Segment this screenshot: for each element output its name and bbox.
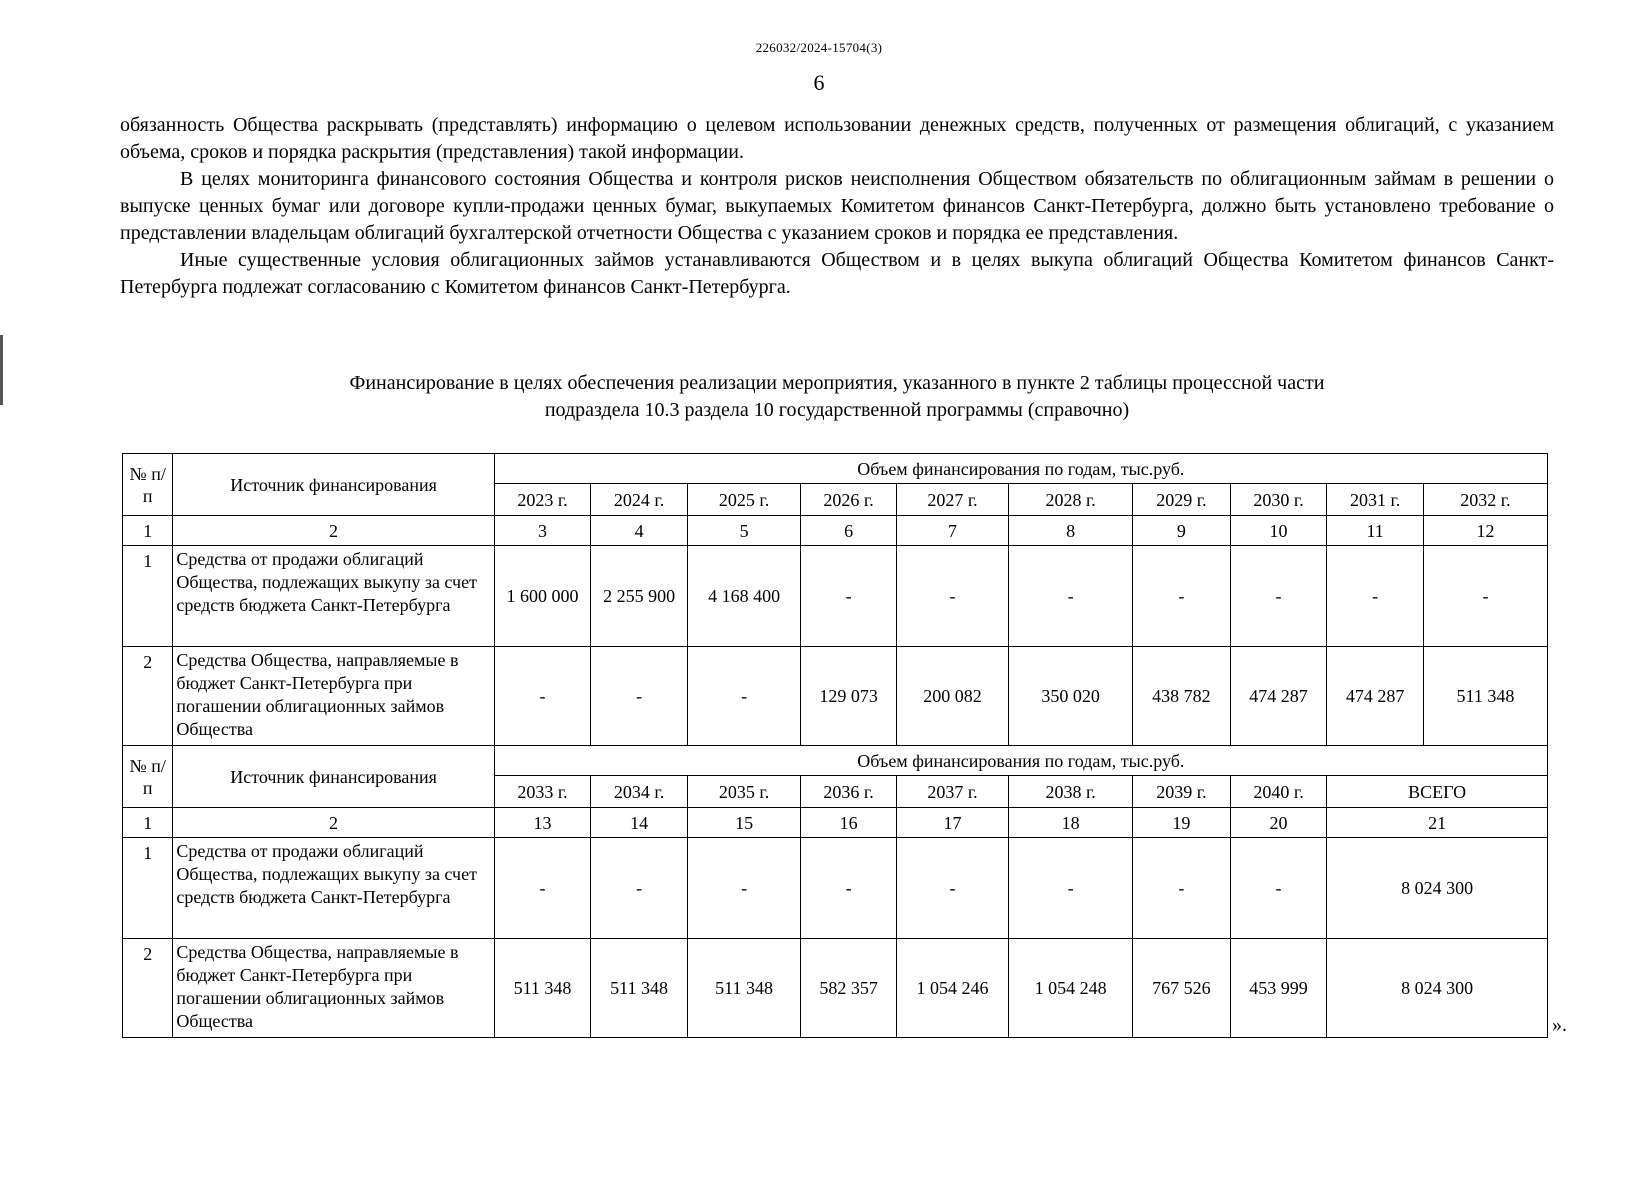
year-header: 2024 г.: [591, 484, 688, 516]
row-value: -: [687, 647, 800, 746]
row-source: Средства Общества, направляемые в бюджет Санкт-Петербурга при погашении облигационных займов Общества: [173, 647, 494, 746]
column-number: 1: [123, 516, 173, 546]
section-title: [120, 370, 1554, 424]
row-value: 2 255 900: [591, 546, 688, 647]
column-number: 8: [1009, 516, 1133, 546]
column-number: 21: [1327, 808, 1548, 838]
page-number: 6: [813, 70, 825, 95]
year-header: 2034 г.: [591, 776, 688, 808]
row-value: 129 073: [801, 647, 897, 746]
document-id: 226032/2024-15704(3): [755, 40, 883, 55]
row-source: Средства от продажи облигаций Общества, подлежащих выкупу за счет средств бюджета Санкт-Петербурга: [173, 546, 494, 647]
column-number-row: [123, 808, 1548, 838]
row-number: 1: [123, 838, 173, 939]
row-value: -: [591, 838, 688, 939]
table-header-row: [123, 454, 1548, 484]
column-number: 5: [687, 516, 800, 546]
year-header: 2023 г.: [494, 484, 591, 516]
column-number: 15: [687, 808, 800, 838]
financing-table: [122, 453, 1548, 1038]
year-header: 2026 г.: [801, 484, 897, 516]
row-value: -: [1133, 838, 1231, 939]
year-header: 2040 г.: [1230, 776, 1327, 808]
row-value: -: [1327, 546, 1424, 647]
column-number: 13: [494, 808, 591, 838]
year-header: 2033 г.: [494, 776, 591, 808]
col-no-header: № п/п: [123, 454, 173, 516]
row-value: 767 526: [1133, 939, 1231, 1038]
row-value: 474 287: [1327, 647, 1424, 746]
column-number: 2: [173, 808, 494, 838]
column-number: 10: [1230, 516, 1327, 546]
row-value: -: [1133, 546, 1231, 647]
row-value: 511 348: [591, 939, 688, 1038]
row-value: -: [687, 838, 800, 939]
column-number: 9: [1133, 516, 1231, 546]
col-volume-header: Объем финансирования по годам, тыс.руб.: [494, 746, 1547, 776]
row-number: 2: [123, 647, 173, 746]
row-value: 200 082: [896, 647, 1008, 746]
row-value: -: [1009, 838, 1133, 939]
table-row: [123, 838, 1548, 939]
column-number: 4: [591, 516, 688, 546]
column-number: 7: [896, 516, 1008, 546]
year-header: 2025 г.: [687, 484, 800, 516]
row-value: -: [896, 838, 1008, 939]
scan-edge-mark: [0, 335, 3, 405]
row-source: Средства от продажи облигаций Общества, подлежащих выкупу за счет средств бюджета Санкт-Петербурга: [173, 838, 494, 939]
row-total: 8 024 300: [1327, 939, 1548, 1038]
row-value: 511 348: [494, 939, 591, 1038]
total-header: ВСЕГО: [1327, 776, 1548, 808]
year-header: 2039 г.: [1133, 776, 1231, 808]
row-value: 1 054 248: [1009, 939, 1133, 1038]
row-value: -: [896, 546, 1008, 647]
row-value: 350 020: [1009, 647, 1133, 746]
column-number: 3: [494, 516, 591, 546]
closing-quote: ».: [1552, 1014, 1567, 1036]
row-value: 453 999: [1230, 939, 1327, 1038]
col-source-header: Источник финансирования: [173, 454, 494, 516]
column-number: 14: [591, 808, 688, 838]
row-value: -: [1230, 838, 1327, 939]
row-value: 4 168 400: [687, 546, 800, 647]
column-number-row: [123, 516, 1548, 546]
column-number: 16: [801, 808, 897, 838]
year-header: 2027 г.: [896, 484, 1008, 516]
year-header: 2032 г.: [1423, 484, 1547, 516]
year-header: 2038 г.: [1009, 776, 1133, 808]
row-value: 511 348: [1423, 647, 1547, 746]
paragraph-1: обязанность Общества раскрывать (представлять) информацию о целевом использовании денежных средств, полученных от размещения облигаций, с указанием объема, сроков и порядка раскрытия (представления) такой информации.: [120, 114, 1554, 163]
table-header-row: [123, 746, 1548, 776]
body-text: [120, 112, 1554, 301]
paragraph-2: В целях мониторинга финансового состояния Общества и контроля рисков неисполнения Обществом обязательств по облигационным займам в решении о выпуске ценных бумаг или договоре купли-продажи ценных бумаг, выкупаемых Комитетом финансов Санкт-Петербурга, должно быть установлено требование о представлении владельцам облигаций бухгалтерской отчетности Общества с указанием сроков и порядка ее представления.: [120, 168, 1554, 244]
row-value: 474 287: [1230, 647, 1327, 746]
row-value: -: [1423, 546, 1547, 647]
row-value: -: [591, 647, 688, 746]
row-value: 1 600 000: [494, 546, 591, 647]
column-number: 1: [123, 808, 173, 838]
row-value: 1 054 246: [896, 939, 1008, 1038]
table-row: [123, 939, 1548, 1038]
column-number: 11: [1327, 516, 1424, 546]
column-number: 6: [801, 516, 897, 546]
column-number: 19: [1133, 808, 1231, 838]
column-number: 12: [1423, 516, 1547, 546]
row-value: -: [494, 838, 591, 939]
row-number: 1: [123, 546, 173, 647]
row-value: 511 348: [687, 939, 800, 1038]
row-value: -: [1009, 546, 1133, 647]
row-total: 8 024 300: [1327, 838, 1548, 939]
column-number: 18: [1009, 808, 1133, 838]
year-header: 2030 г.: [1230, 484, 1327, 516]
col-volume-header: Объем финансирования по годам, тыс.руб.: [494, 454, 1547, 484]
col-source-header: Источник финансирования: [173, 746, 494, 808]
table-row: [123, 546, 1548, 647]
row-value: -: [801, 838, 897, 939]
row-number: 2: [123, 939, 173, 1038]
column-number: 17: [896, 808, 1008, 838]
year-header: 2035 г.: [687, 776, 800, 808]
year-header: 2037 г.: [896, 776, 1008, 808]
row-source: Средства Общества, направляемые в бюджет Санкт-Петербурга при погашении облигационных займов Общества: [173, 939, 494, 1038]
row-value: 438 782: [1133, 647, 1231, 746]
section-title-line-2: подраздела 10.3 раздела 10 государственной программы (справочно): [544, 399, 1130, 421]
row-value: -: [1230, 546, 1327, 647]
table-row: [123, 647, 1548, 746]
column-number: 2: [173, 516, 494, 546]
section-title-line-1: Финансирование в целях обеспечения реализации мероприятия, указанного в пункте 2 таблицы процессной части: [349, 372, 1325, 394]
col-no-header: № п/п: [123, 746, 173, 808]
year-header: 2028 г.: [1009, 484, 1133, 516]
year-header: 2031 г.: [1327, 484, 1424, 516]
year-header: 2036 г.: [801, 776, 897, 808]
row-value: -: [801, 546, 897, 647]
paragraph-3: Иные существенные условия облигационных займов устанавливаются Обществом и в целях выкупа облигаций Общества Комитетом финансов Санкт-Петербурга подлежат согласованию с Комитетом финансов Санкт-Петербурга.: [120, 249, 1554, 298]
year-header: 2029 г.: [1133, 484, 1231, 516]
row-value: -: [494, 647, 591, 746]
row-value: 582 357: [801, 939, 897, 1038]
column-number: 20: [1230, 808, 1327, 838]
